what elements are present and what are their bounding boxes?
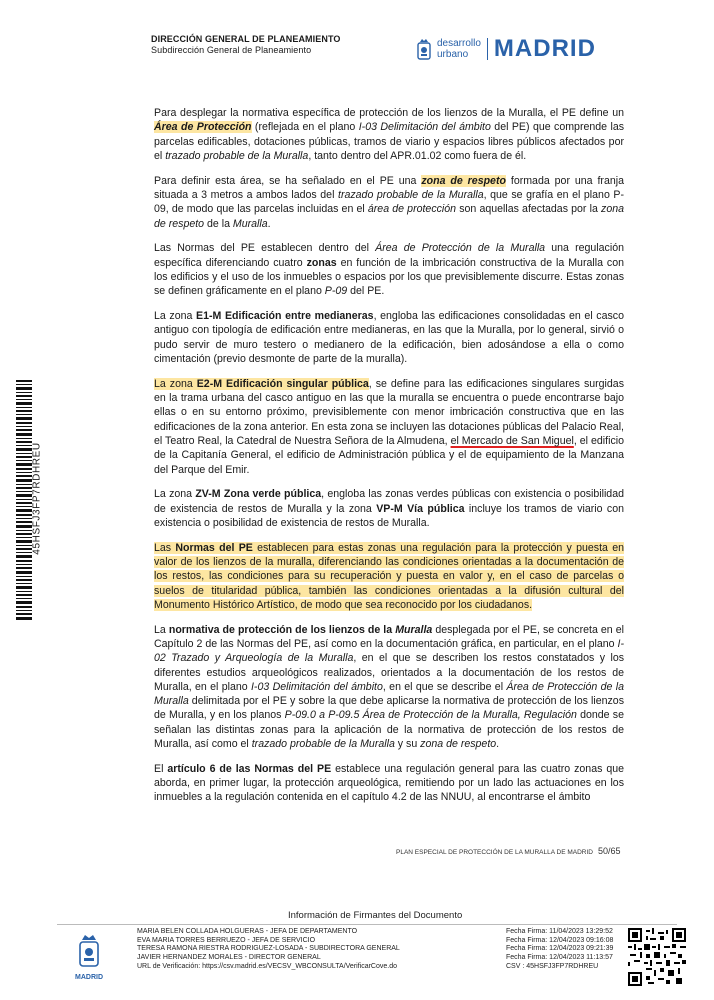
plan-footer: PLAN ESPECIAL DE PROTECCIÓN DE LA MURALLA DE MADRID (396, 849, 593, 856)
csv-side-code (30, 380, 44, 620)
paragraph-area-proteccion: Para desplegar la normativa específica de protección de los lienzos de la Muralla, el PE define un Área de Protección (reflejada en el plano I-03 Delimitación del ámbito del PE) que comprende las parcelas edificables, dotaciones públicas, tramos de viario y espacios libres públicos afectados por el trazado probable de la Muralla, tanto dentro del APR.01.02 como fuera de él. (154, 107, 625, 162)
logo-line-1: desarrollo (437, 38, 481, 49)
signers-list (137, 928, 400, 972)
subdepartment-title: Subdirección General de Planeamiento (151, 45, 312, 55)
signatures-title: Información de Firmantes del Documento (288, 910, 463, 921)
signature-dates (506, 928, 613, 972)
signer-4: JAVIER HERNANDEZ MORALES - DIRECTOR GENERAL (137, 954, 321, 962)
signature-date-4: Fecha Firma: 12/04/2023 11:13:57 (506, 954, 613, 962)
logo-line-2: urbano (437, 49, 469, 60)
document-body (154, 106, 624, 815)
logo-city: MADRID (493, 35, 596, 62)
signature-logo (60, 926, 118, 988)
paragraph-zona-respeto: Para definir esta área, se ha señalado en el PE una zona de respeto formada por una franja situada a 3 metros a ambos lados del trazado probable de la Muralla, que se grafía en el plano P-09, de modo que las parcelas incluidas en el área de protección son aquellas afectadas por la zona de respeto de la Muralla. (154, 174, 624, 230)
madrid-crest-icon (78, 932, 100, 970)
paragraph-normativa-proteccion: La normativa de protección de los lienzos de la Muralla desplegada por el PE, se concreta en el Capítulo 2 de las Normas del PE, así como en la documentación gráfica, en particular, en el plano I-02 Trazado y Arqueología de la Muralla, en el que se describen los restos constatados y los diferentes estudios arqueológicos realizados, orientados a la documentación de los restos de Muralla, en el plano I-03 Delimitación del ámbito, en el que se describe el Área de Protección de la Muralla delimitada por el PE y sobre la que debe aplicarse la normativa de protección de los lienzos de Muralla, y en los planos P-09.0 a P-09.5 Área de Protección de la Muralla, Regulación donde se señalan las distintas zonas para la aplicación de la normativa de protección de los restos de Muralla, así como el trazado probable de la Muralla y su zona de respeto. (154, 623, 625, 751)
signature-date-1: Fecha Firma: 11/04/2023 13:29:52 (506, 928, 613, 935)
paragraph-zona-e2m: La zona E2-M Edificación singular pública, se define para las edificaciones singulares surgidas en la trama urbana del casco antiguo en las que la muralla se encuentra o puede encontrarse bajo ellas o en su entorno próximo, previsiblemente con menor imbricación constructiva que en las edificaciones de la zona anterior. En esta zona se incluyen las dotaciones públicas del Palacio Real, el Teatro Real, la Catedral de Nuestra Señora de la Almudena, el Mercado de San Miguel, el edificio de la Capitanía General, el edificio de Administración pública y el de equipamiento de la Manzana del Parque del Emir. (154, 377, 624, 476)
paragraph-articulo-6: El artículo 6 de las Normas del PE establece una regulación general para las cuatro zonas que aborda, en primer lugar, la protección arqueológica, remitiendo por un lado las actuaciones en los inmuebles a la regulación contenida en el capítulo 4.2 de las NNUU, al encontrarse el ámbito (154, 762, 624, 804)
paragraph-zona-e1m: La zona E1-M Edificación entre medianeras, engloba las edificaciones consolidadas en el casco antiguo con tipología de edificación entre medianeras, en las que la Muralla, por lo general, sirvió o pudo servir de muro testero o medianero de la edificación, bien adosándose a ella o como cimentación (previo desmonte de parte de la muralla). (154, 310, 624, 365)
signature-date-2: Fecha Firma: 12/04/2023 09:16:08 (506, 936, 614, 944)
csv-code: CSV : 45HSFJ3FP7RDHREU (506, 962, 599, 970)
page-number: 50/65 (598, 846, 621, 856)
logo-divider (487, 38, 488, 60)
csv-side-text: 45HSFJ3FP7RDHREU (31, 442, 43, 555)
signature-logo-caption: MADRID (75, 974, 103, 981)
madrid-logo (417, 36, 596, 62)
signature-date-3: Fecha Firma: 12/04/2023 09:21:39 (506, 945, 614, 953)
signer-3: TERESA RAMONA RIESTRA RODRIGUEZ-LOSADA - SUBDIRECTORA GENERAL (137, 945, 400, 953)
logo-subtitle (437, 38, 481, 60)
verification-url[interactable]: URL de Verificación: https://csv.madrid.es/VECSV_WBCONSULTA/VerificarCove.do (137, 962, 398, 970)
paragraph-zona-zvm: La zona ZV-M Zona verde pública, engloba las zonas verdes públicas con existencia o posibilidad de existencia de restos de Muralla y la zona VP-M Vía pública incluye los tramos de viario con existencia o posibilidad de existencia de restos de Muralla. (154, 488, 625, 529)
signer-1: MARIA BELEN COLLADA HOLGUERAS - JEFA DE DEPARTAMENTO (137, 928, 358, 935)
paragraph-normas-pe: Las Normas del PE establecen para estas zonas una regulación para la protección y puesta en valor de los lienzos de la muralla, diferenciando las condiciones orientadas a la documentación de los restos, las condiciones para su recuperación y puesta en valor y, en el caso de parcelas o suelos de titularidad pública, también las condiciones orientadas a la difusión cultural del Monumento Histórico Artístico, de modo que sea reconocido por los ciudadanos. (154, 541, 625, 611)
qr-code-icon (628, 928, 686, 986)
paragraph-zonas: Las Normas del PE establecen dentro del Área de Protección de la Muralla una regulación específica diferenciando cuatro zonas en función de la imbricación constructiva de la Muralla con los edificios y el uso de los inmuebles o espacios por los que previsiblemente discurre. Estas zonas se definen gráficamente en el plano P-09 del PE. (154, 242, 624, 298)
department-title: DIRECCIÓN GENERAL DE PLANEAMIENTO (151, 34, 341, 44)
madrid-crest-icon (417, 37, 431, 61)
header-department (151, 34, 340, 56)
signer-2: EVA MARIA TORRES BERRUEZO - JEFA DE SERVICIO (137, 936, 316, 944)
